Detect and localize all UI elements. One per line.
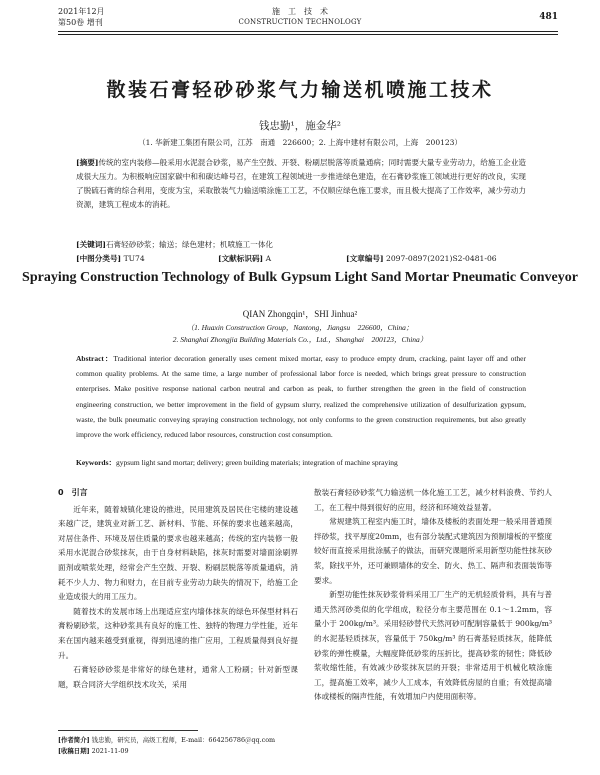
footnote-author-text: 钱忠勤，研究员，高级工程师，E-mail：664256786＠qq.com	[91, 736, 276, 744]
body-paragraph: 常规建筑工程室内施工时，墙体及楼板的表面处理一般采用普通预拌砂浆，找平厚度20mm，也有部分装配式建筑因为预制墙板的平整度较好而直接采用批涂腻子的做法，而研究课题所采用新型功能性抹灰砂浆，除找平外，还可兼顾墙体的安全、防火、热工、隔声和表面装饰等要求。	[314, 517, 552, 585]
affiliations-en	[0, 322, 600, 346]
header-rule-thin	[58, 34, 558, 35]
keywords-en-label: Keywords：	[76, 458, 116, 467]
footnote-received-date: 2021-11-09	[91, 746, 129, 755]
header-journal-cn: 施 工 技 术	[272, 7, 328, 16]
body-paragraph-continued: 散装石膏轻砂砂浆气力输送机一体化施工工艺，减少材料浪费、节约人工，在工程中得到很好的应用，经济和环境效益显著。	[314, 488, 552, 512]
article-title-en: Spraying Construction Technology of Bulk Gypsum Light Sand Mortar Pneumatic Conveyor	[22, 270, 578, 285]
footnote-author	[58, 735, 298, 746]
abstract-cn	[76, 156, 526, 212]
article-title-cn: 散装石膏轻砂砂浆气力输送机喷施工技术	[106, 79, 494, 101]
header-volume: 第50卷 增刊	[58, 18, 103, 27]
keywords-cn	[76, 239, 526, 251]
clc-field	[76, 253, 145, 265]
abstract-en	[76, 351, 526, 442]
abstract-en-label: Abstract：	[76, 354, 114, 363]
abstract-cn-text: 传统的室内装修—般采用水泥混合砂浆，易产生空鼓、开裂、粉刷层脱落等质量通病；同时需要大量专业劳动力，给施工企业造成很大压力。为积极响应国家碳中和和碳达峰号召，在建筑工程领域进一步推进绿色建造，在石膏砂浆施工领域进行更好的改良，实现了脱硫石膏的综合利用，变废为宝，采取散装气力输送喷涂施工工艺，不仅顺应绿色施工要求，而且极大提高了工作效率，减少劳动力资源，建筑工程成本的消耗。	[76, 158, 526, 209]
header-journal-en: CONSTRUCTION TECHNOLOGY	[238, 18, 362, 26]
affiliation-en-2: 2. Shanghai Zhongjia Building Materials Co.，Ltd.，Shanghai 200123，China）	[172, 335, 428, 344]
body-paragraph: 近年来，随着城镇化建设的推进，民用建筑及居民住宅楼的建设越来越广泛，建筑业对新工艺、新材料、节能、环保的要求也越来越高，对居住条件、环境及居住质量的要求也越来越高；传统的室内装修一般采用水泥混合砂浆抹灰，由于自身材料缺陷，抹灰时需要对墙面涂刷界面剂或喷浆处理，经常会产生空鼓、开裂、粉刷层脱落等质量通病，消耗不少人力、物力和财力，在目前专业劳动力缺失的情况下，给施工企业造成很大的用工压力。	[58, 504, 298, 602]
body-column-right	[314, 486, 552, 705]
footnote-author-label: [作者简介]	[58, 736, 90, 744]
doc-code-value: A	[265, 254, 272, 263]
article-number-value: 2097-0897(2021)S2-0481-06	[385, 254, 497, 263]
footnote	[58, 735, 298, 756]
clc-value: TU74	[123, 254, 145, 263]
header-rule	[58, 31, 558, 32]
footnote-received-label: [收稿日期]	[58, 746, 90, 755]
keywords-cn-label: [关键词]	[76, 240, 106, 249]
article-number-label: [文章编号]	[346, 254, 384, 263]
affiliations-cn: （1. 华新建工集团有限公司，江苏 南通 226600；2. 上海中建材有限公司，上海 200123）	[138, 138, 462, 147]
footnote-received	[58, 746, 298, 757]
abstract-en-text: Traditional interior decoration generally uses cement mixed mortar, easy to produce empty drum, cracking, paint layer off and other common quality problems. At the same time, a large number of professional labor force is needed, which brings great pressure to construction enterprises. Make positive response national carbon neutral and carbon as peak, to further strengthen the green in the field of construction engineering construction, we better improvement in the field of gypsum slurry, realized the comprehensive utilization of desulfurization gypsum, waste, the bulk pneumatic conveying spraying construction technology, not only conforms to the green construction requirements, but also greatly improve the work efficiency, reduced labor resources, construction cost consumption.	[76, 354, 526, 440]
header-date: 2021年12月	[58, 7, 105, 16]
body-paragraph: 石膏轻砂砂浆是非常好的绿色建材，通常人工粉刷；针对新型课题，联合同济大学组织技术攻关，采用	[58, 665, 298, 689]
body-paragraph: 新型功能性抹灰砂浆骨料采用工厂生产的无机轻质骨料，具有与普通天然河砂类似的化学组成，粒径分布主要范围在 0.1～1.2mm，容量小于 200kg/m³。采用轻砂替代天然河砂可配制容量低于 900kg/m³ 的水泥基轻质抹灰，容量低于 750kg/m³ 的石膏基轻质抹灰，能降低砂浆的弹性模量，大幅度降低砂浆的压折比，提高砂浆的韧性；降低砂浆收缩性能，有效减少砂浆抹灰层的开裂；非常适用于机械化喷涂施工，提高施工效率，减少人工成本，有效降低房屋的自重；有效提高墙体或楼板的隔声性能，有效增加户内使用面积等。	[314, 590, 552, 702]
authors-en: QIAN Zhongqin¹，SHI Jinhua²	[242, 309, 358, 319]
header-page-number: 481	[539, 12, 558, 22]
doc-code-label: [文献标识码]	[218, 254, 264, 263]
body-paragraph: 随着技术的发展市场上出现适应室内墙体抹灰的绿色环保型材料石膏粉刷砂浆，这种砂浆具有良好的施工性、独特的物理力学性能，近年来在国内越来越受到重视，得到迅速的推广应用，工程质量得到良好提升。	[58, 606, 298, 660]
footnote-rule	[58, 730, 198, 731]
keywords-en-text: gypsum light sand mortar; delivery; green building materials; integration of machine spraying	[116, 458, 398, 467]
header-journal	[160, 6, 440, 28]
keywords-cn-text: 石膏轻砂砂浆；输送；绿色建材；机喷施工一体化	[105, 240, 274, 249]
authors-cn: 钱忠勤¹，施金华²	[259, 120, 341, 132]
abstract-cn-label: [摘要]	[76, 158, 99, 167]
header-issue-info	[58, 6, 105, 28]
section-heading-intro: 0 引言	[58, 488, 88, 497]
affiliation-en-1: （1. Huaxin Construction Group，Nantong，Jiangsu 226600，China；	[186, 323, 414, 332]
keywords-en	[76, 457, 526, 469]
article-number-field	[346, 253, 497, 265]
clc-label: [中图分类号]	[76, 254, 122, 263]
doc-code-field	[218, 253, 271, 265]
body-column-left	[58, 486, 298, 692]
